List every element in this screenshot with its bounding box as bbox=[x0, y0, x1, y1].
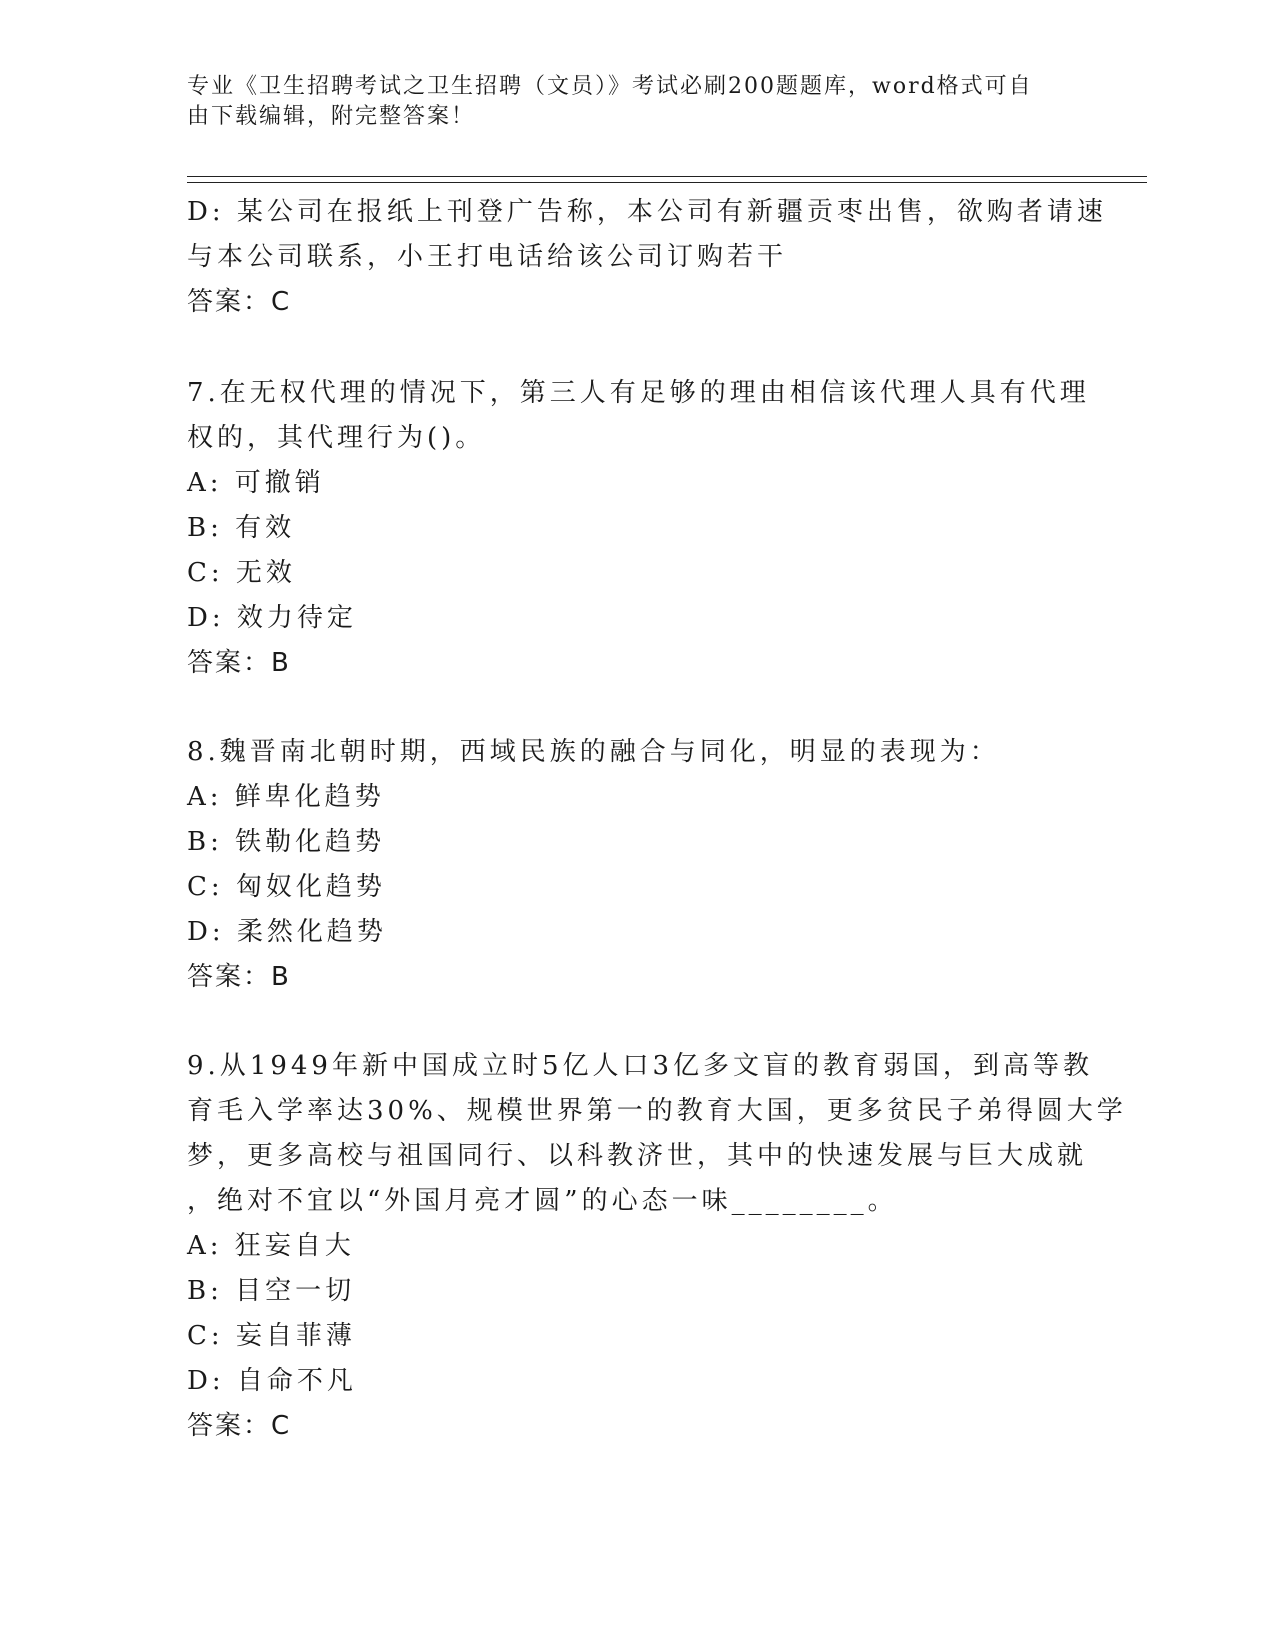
option-b: B: 铁勒化趋势 bbox=[187, 827, 386, 857]
question-stem-continued: 梦，更多高校与祖国同行、以科教济世，其中的快速发展与巨大成就 bbox=[187, 1141, 1088, 1171]
option-c: C: 妄自菲薄 bbox=[187, 1321, 356, 1351]
option-d: D: 柔然化趋势 bbox=[187, 917, 387, 947]
header-line-2: 由下载编辑，附完整答案！ bbox=[187, 104, 476, 129]
document-header bbox=[187, 72, 1057, 132]
option-a: A: 鲜卑化趋势 bbox=[187, 782, 385, 812]
question-stem: 9.从1949年新中国成立时5亿人口3亿多文盲的教育弱国，到高等教 bbox=[187, 1051, 1094, 1081]
option-d: D: 效力待定 bbox=[187, 603, 357, 633]
question-9 bbox=[187, 1044, 1127, 1449]
header-line-1: 专业《卫生招聘考试之卫生招聘（文员）》考试必刷200题题库，word格式可自 bbox=[187, 74, 1033, 99]
option-d: D: 自命不凡 bbox=[187, 1366, 357, 1396]
question-stem-continued: 育毛入学率达30%、规模世界第一的教育大国，更多贫民子弟得圆大学 bbox=[187, 1096, 1127, 1126]
question-stem-continued: ，绝对不宜以“外国月亮才圆”的心态一味________。 bbox=[187, 1186, 898, 1216]
header-divider-bottom bbox=[187, 182, 1147, 183]
question-stem-continued: 权的，其代理行为()。 bbox=[187, 423, 486, 453]
header-divider-top bbox=[187, 176, 1147, 177]
option-c: C: 无效 bbox=[187, 558, 296, 588]
option-b: B: 目空一切 bbox=[187, 1276, 356, 1306]
option-d-continued: 与本公司联系，小王打电话给该公司订购若干 bbox=[187, 242, 788, 272]
question-7 bbox=[187, 371, 1090, 686]
answer-line: 答案：C bbox=[187, 1411, 292, 1441]
spacer bbox=[187, 1000, 1087, 1044]
option-a: A: 狂妄自大 bbox=[187, 1231, 355, 1261]
answer-line: 答案：B bbox=[187, 962, 291, 992]
question-8 bbox=[187, 730, 1087, 1000]
option-a: A: 可撤销 bbox=[187, 468, 325, 498]
prev-question-tail bbox=[187, 190, 1107, 325]
question-list bbox=[187, 190, 1127, 1449]
answer-line: 答案：C bbox=[187, 287, 292, 317]
option-d: D: 某公司在报纸上刊登广告称，本公司有新疆贡枣出售，欲购者请速 bbox=[187, 197, 1107, 227]
option-c: C: 匈奴化趋势 bbox=[187, 872, 386, 902]
answer-line: 答案：B bbox=[187, 648, 291, 678]
question-stem: 7.在无权代理的情况下，第三人有足够的理由相信该代理人具有代理 bbox=[187, 378, 1090, 408]
option-b: B: 有效 bbox=[187, 513, 296, 543]
question-stem: 8.魏晋南北朝时期，西域民族的融合与同化，明显的表现为： bbox=[187, 737, 1000, 767]
spacer bbox=[187, 686, 1087, 730]
spacer bbox=[187, 325, 1087, 371]
